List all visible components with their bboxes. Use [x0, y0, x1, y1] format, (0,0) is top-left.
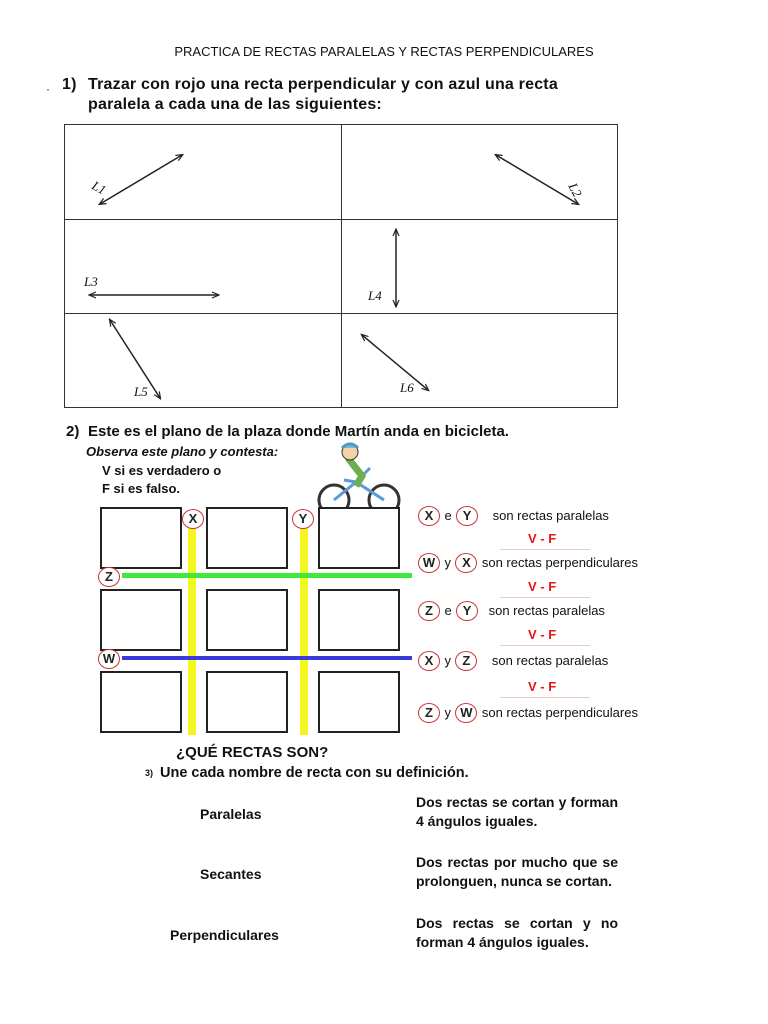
q3-number: 3)	[145, 768, 154, 778]
q2-sub2: V si es verdadero o	[102, 463, 222, 478]
statement-5	[418, 703, 718, 723]
label-l1: L1	[89, 177, 109, 198]
answer-3[interactable]: V - F	[528, 627, 557, 642]
q2-sub3: F si es falso.	[102, 481, 181, 496]
statement-3	[418, 601, 708, 621]
definition-3[interactable]: Dos rectas se cortan y no forman 4 ángulos iguales.	[416, 915, 618, 950]
q1-number: 1)	[62, 76, 77, 93]
street-w-label: W	[98, 649, 120, 669]
circle-label: X	[418, 651, 440, 671]
label-l5: L5	[134, 384, 148, 399]
circle-label: Z	[455, 651, 477, 671]
connector: y	[444, 555, 451, 570]
block	[206, 507, 288, 569]
block	[206, 671, 288, 733]
label-l4: L4	[368, 288, 382, 303]
street-z-label: Z	[98, 567, 120, 587]
q1-line1: Trazar con rojo una recta perpendicular y con azul una recta	[88, 76, 558, 93]
block	[318, 671, 400, 733]
answer-underline	[500, 645, 590, 646]
q3-heading: ¿QUÉ RECTAS SON?	[176, 744, 329, 761]
block	[100, 589, 182, 651]
street-x	[188, 521, 196, 735]
circle-label: Y	[456, 506, 478, 526]
line-l2	[496, 155, 578, 204]
circle-label: X	[455, 553, 477, 573]
definition-2[interactable]: Dos rectas por mucho que se prolonguen, nunca se cortan.	[416, 854, 618, 889]
term-paralelas[interactable]: Paralelas	[200, 806, 262, 822]
statement-1	[418, 506, 708, 526]
plaza-plan	[94, 503, 418, 737]
term-secantes[interactable]: Secantes	[200, 866, 262, 882]
street-z	[122, 573, 412, 578]
circle-label: Z	[418, 703, 440, 723]
block	[318, 507, 400, 569]
circle-label: X	[418, 506, 440, 526]
lines-drawing	[0, 0, 768, 420]
block	[100, 671, 182, 733]
block	[100, 507, 182, 569]
circle-label: W	[418, 553, 440, 573]
q2-sub1: Observa este plano y contesta:	[86, 444, 279, 459]
statement-4	[418, 651, 708, 671]
label-l3: L3	[84, 274, 98, 289]
street-y-label: Y	[292, 509, 314, 529]
block	[318, 589, 400, 651]
connector: e	[444, 603, 452, 618]
q3-instruction: Une cada nombre de recta con su definición.	[160, 765, 469, 781]
bullet-dot: ·	[46, 82, 50, 96]
statement-2	[418, 553, 708, 573]
statement-text: son rectas paralelas	[491, 653, 609, 668]
q1-line2: paralela a cada una de las siguientes:	[88, 96, 382, 113]
connector: y	[444, 653, 451, 668]
label-l2: L2	[565, 180, 586, 200]
q2-number: 2)	[66, 423, 80, 440]
line-l6	[362, 335, 428, 390]
street-x-label: X	[182, 509, 204, 529]
block	[206, 589, 288, 651]
answer-underline	[500, 697, 590, 698]
statement-text: son rectas paralelas	[492, 508, 609, 523]
connector: y	[444, 705, 451, 720]
statement-text: son rectas paralelas	[488, 603, 605, 618]
circle-label: W	[455, 703, 477, 723]
page-title: PRACTICA DE RECTAS PARALELAS Y RECTAS PERPENDICULARES	[174, 44, 594, 59]
line-l1	[100, 155, 182, 204]
term-perpendiculares[interactable]: Perpendiculares	[170, 927, 279, 943]
connector: e	[444, 508, 452, 523]
answer-underline	[500, 597, 590, 598]
definition-1[interactable]: Dos rectas se cortan y forman 4 ángulos iguales.	[416, 794, 618, 829]
street-y	[300, 521, 308, 735]
circle-label: Z	[418, 601, 440, 621]
street-w	[122, 656, 412, 660]
answer-4[interactable]: V - F	[528, 679, 557, 694]
label-l6: L6	[400, 380, 414, 395]
answer-underline	[500, 549, 590, 550]
circle-label: Y	[456, 601, 478, 621]
statement-text: son rectas perpendiculares	[481, 555, 638, 570]
statement-text: son rectas perpendiculares	[481, 705, 638, 720]
answer-1[interactable]: V - F	[528, 531, 557, 546]
q2-heading: Este es el plano de la plaza donde Martín anda en bicicleta.	[88, 423, 509, 440]
answer-2[interactable]: V - F	[528, 579, 557, 594]
